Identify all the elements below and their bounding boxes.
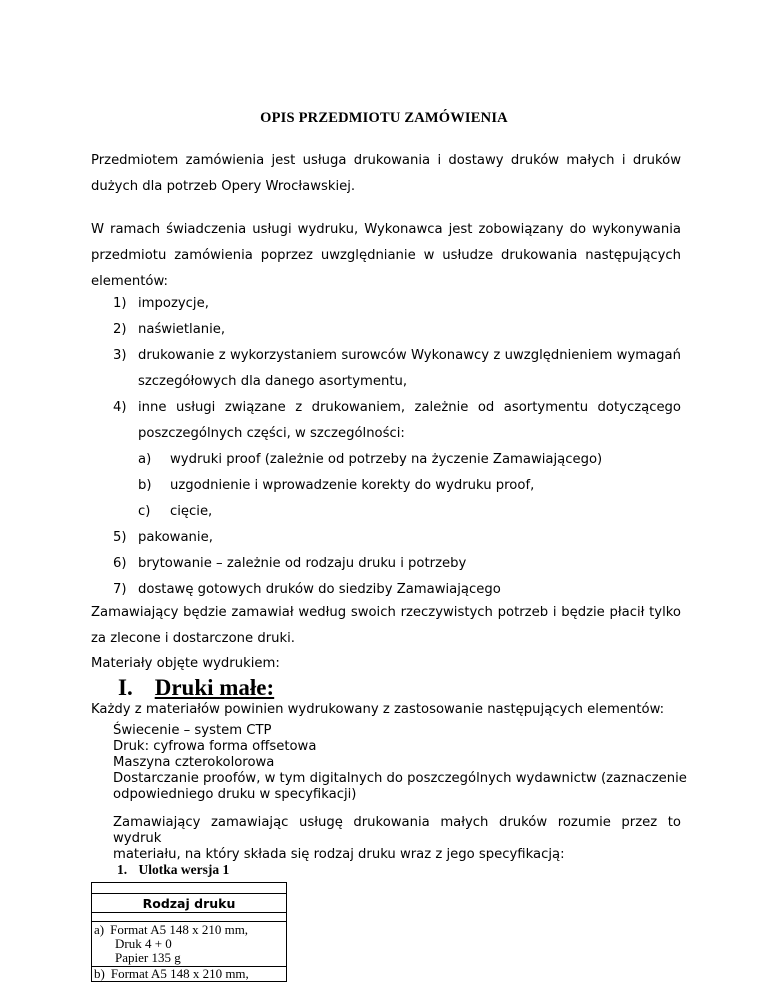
list-item-text: drukowanie z wykorzystaniem surowców Wykonawcy z uwzględnieniem wymagań (138, 348, 681, 363)
section-title: Druki małe: (154, 675, 275, 700)
list-item-text: inne usługi związane z drukowaniem, zależnie od asortymentu dotyczącego (138, 400, 681, 415)
sub-list-text: wydruki proof (zależnie od potrzeby na życzenie Zamawiającego) (170, 452, 603, 467)
ordering-line: Materiały objęte wydrukiem: (91, 656, 280, 671)
row-text: Papier 135 g (115, 950, 181, 965)
list-item-text: dostawę gotowych druków do siedziby Zamawiającego (138, 582, 501, 597)
section-number: I. (118, 675, 133, 700)
understanding-block (113, 815, 681, 863)
sub-list-letter: a) (138, 452, 152, 467)
sub-list-text: cięcie, (170, 504, 213, 519)
list-item: 7) (113, 582, 127, 597)
sub-list-letter: c) (138, 504, 151, 519)
list-item-text: naświetlanie, (138, 322, 226, 337)
requirements-intro: Każdy z materiałów powinien wydrukowany z zastosowanie następujących elementów: (91, 702, 665, 717)
understanding-line: materiału, na który składa się rodzaj druku wraz z jego specyfikacją: (113, 847, 565, 862)
list-item: 3) (113, 348, 127, 363)
ordering-line: Zamawiający będzie zamawiał według swoich rzeczywistych potrzeb i będzie płacił tylko (91, 605, 681, 620)
item-number: 1. (117, 862, 128, 877)
list-item: 2) (113, 322, 127, 337)
row-text: Format A5 148 x 210 mm, (110, 966, 249, 981)
section-heading (118, 675, 274, 701)
scope-line: przedmiotu zamówienia poprzez uwzględnianie w usłudze drukowania następujących (91, 248, 681, 263)
table-row (92, 922, 287, 967)
list-item: 1) (113, 296, 127, 311)
list-item-text: szczegółowych dla danego asortymentu, (138, 374, 408, 389)
table-cell (92, 883, 287, 894)
item-heading (117, 862, 229, 878)
table-cell (92, 913, 287, 922)
list-item-text: pakowanie, (138, 530, 213, 545)
ordering-line: za zlecone i dostarczone druki. (91, 631, 295, 646)
requirement-line: Dostarczanie proofów, w tym digitalnych do poszczególnych wydawnictw (zaznaczenie (113, 771, 687, 786)
list-item-text: poszczególnych części, w szczególności: (138, 426, 405, 441)
intro-paragraph (91, 148, 681, 200)
page-title: OPIS PRZEDMIOTU ZAMÓWIENIA (260, 110, 508, 126)
item-title: Ulotka wersja 1 (138, 862, 230, 877)
scope-paragraph (91, 217, 681, 295)
intro-line: Przedmiotem zamówienia jest usługa drukowania i dostawy druków małych i druków (91, 153, 681, 168)
list-item-text: brytowanie – zależnie od rodzaju druku i potrzeby (138, 556, 467, 571)
row-text: Druk 4 + 0 (115, 936, 172, 951)
list-item: 6) (113, 556, 127, 571)
requirement-line: odpowiedniego druku w specyfikacji) (113, 787, 357, 802)
scope-line: elementów: (91, 274, 168, 289)
intro-line: dużych dla potrzeb Opery Wrocławskiej. (91, 179, 356, 194)
row-letter: b) (94, 966, 105, 981)
row-text: Format A5 148 x 210 mm, (110, 922, 249, 937)
scope-line: W ramach świadczenia usługi wydruku, Wykonawca jest zobowiązany do wykonywania (91, 222, 681, 237)
list-item: 5) (113, 530, 127, 545)
list-item: 4) (113, 400, 127, 415)
list-item-text: impozycje, (138, 296, 209, 311)
requirement-line: Druk: cyfrowa forma offsetowa (113, 739, 317, 754)
row-letter: a) (94, 922, 105, 937)
sub-list-letter: b) (138, 478, 152, 493)
table-row (92, 967, 287, 982)
spec-table (91, 882, 287, 982)
table-header: Rodzaj druku (92, 894, 287, 913)
understanding-line: Zamawiający zamawiając usługę drukowania małych druków rozumie przez to wydruk (113, 815, 681, 846)
requirement-line: Świecenie – system CTP (113, 723, 272, 738)
sub-list-text: uzgodnienie i wprowadzenie korekty do wydruku proof, (170, 478, 535, 493)
requirement-line: Maszyna czterokolorowa (113, 755, 275, 770)
requirements-block (113, 723, 687, 803)
